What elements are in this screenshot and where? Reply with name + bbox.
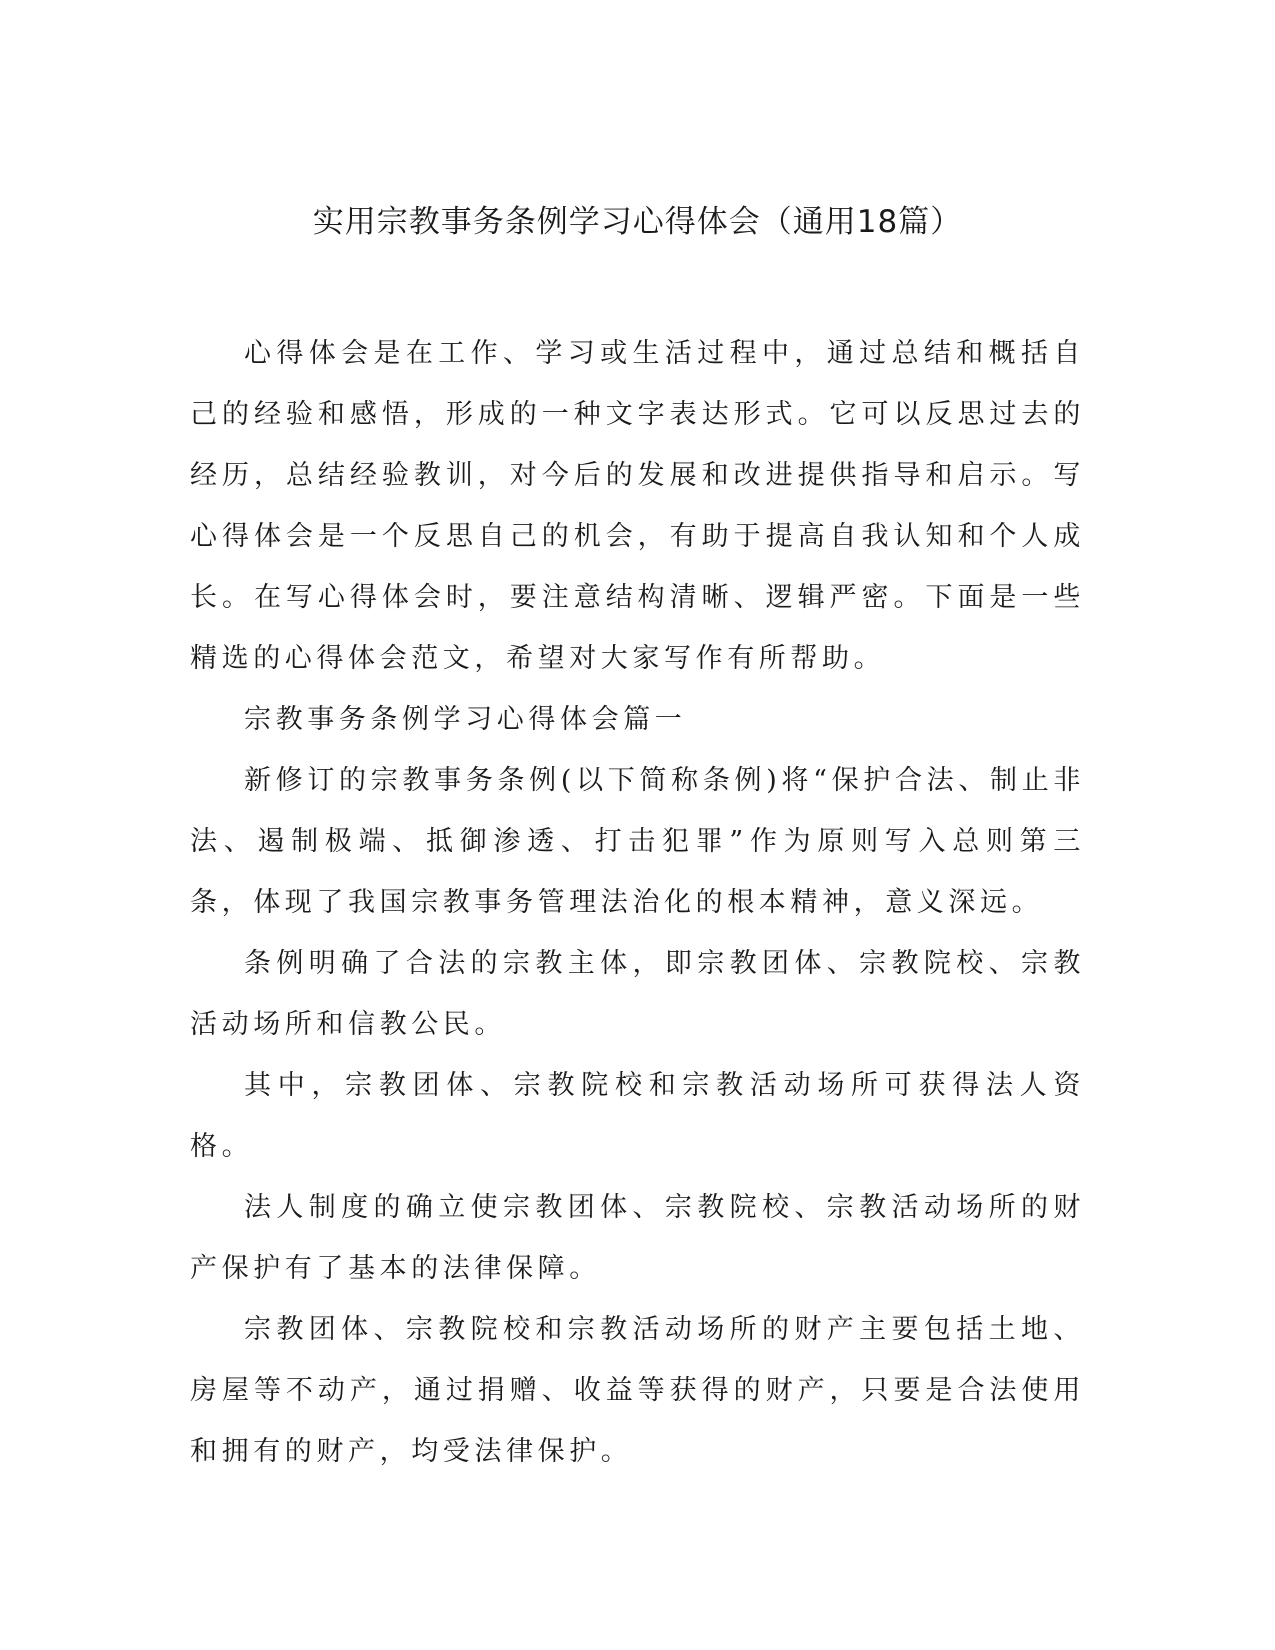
section-heading: 宗教事务条例学习心得体会篇一 (244, 704, 687, 735)
body-paragraph: 条例明确了合法的宗教主体，即宗教团体、宗教院校、宗教活动场所和信教公民。 (190, 948, 1085, 1040)
intro-paragraph: 心得体会是在工作、学习或生活过程中，通过总结和概括自己的经验和感悟，形成的一种文字表达形式。它可以反思过去的经历，总结经验教训，对今后的发展和改进提供指导和启示。写心得体会是一个反思自己的机会，有助于提高自我认知和个人成长。在写心得体会时，要注意结构清晰、逻辑严密。下面是一些精选的心得体会范文，希望对大家写作有所帮助。 (190, 338, 1085, 674)
document-body (190, 323, 1085, 1482)
body-paragraph: 其中，宗教团体、宗教院校和宗教活动场所可获得法人资格。 (190, 1070, 1085, 1162)
document-title: 实用宗教事务条例学习心得体会（通用18篇） (312, 204, 963, 240)
body-paragraph: 法人制度的确立使宗教团体、宗教院校、宗教活动场所的财产保护有了基本的法律保障。 (190, 1192, 1085, 1284)
body-paragraph: 宗教团体、宗教院校和宗教活动场所的财产主要包括土地、房屋等不动产，通过捐赠、收益等获得的财产，只要是合法使用和拥有的财产，均受法律保护。 (190, 1314, 1085, 1467)
body-paragraph: 新修订的宗教事务条例(以下简称条例)将“保护合法、制止非法、遏制极端、抵御渗透、打击犯罪”作为原则写入总则第三条，体现了我国宗教事务管理法治化的根本精神，意义深远。 (190, 765, 1085, 918)
